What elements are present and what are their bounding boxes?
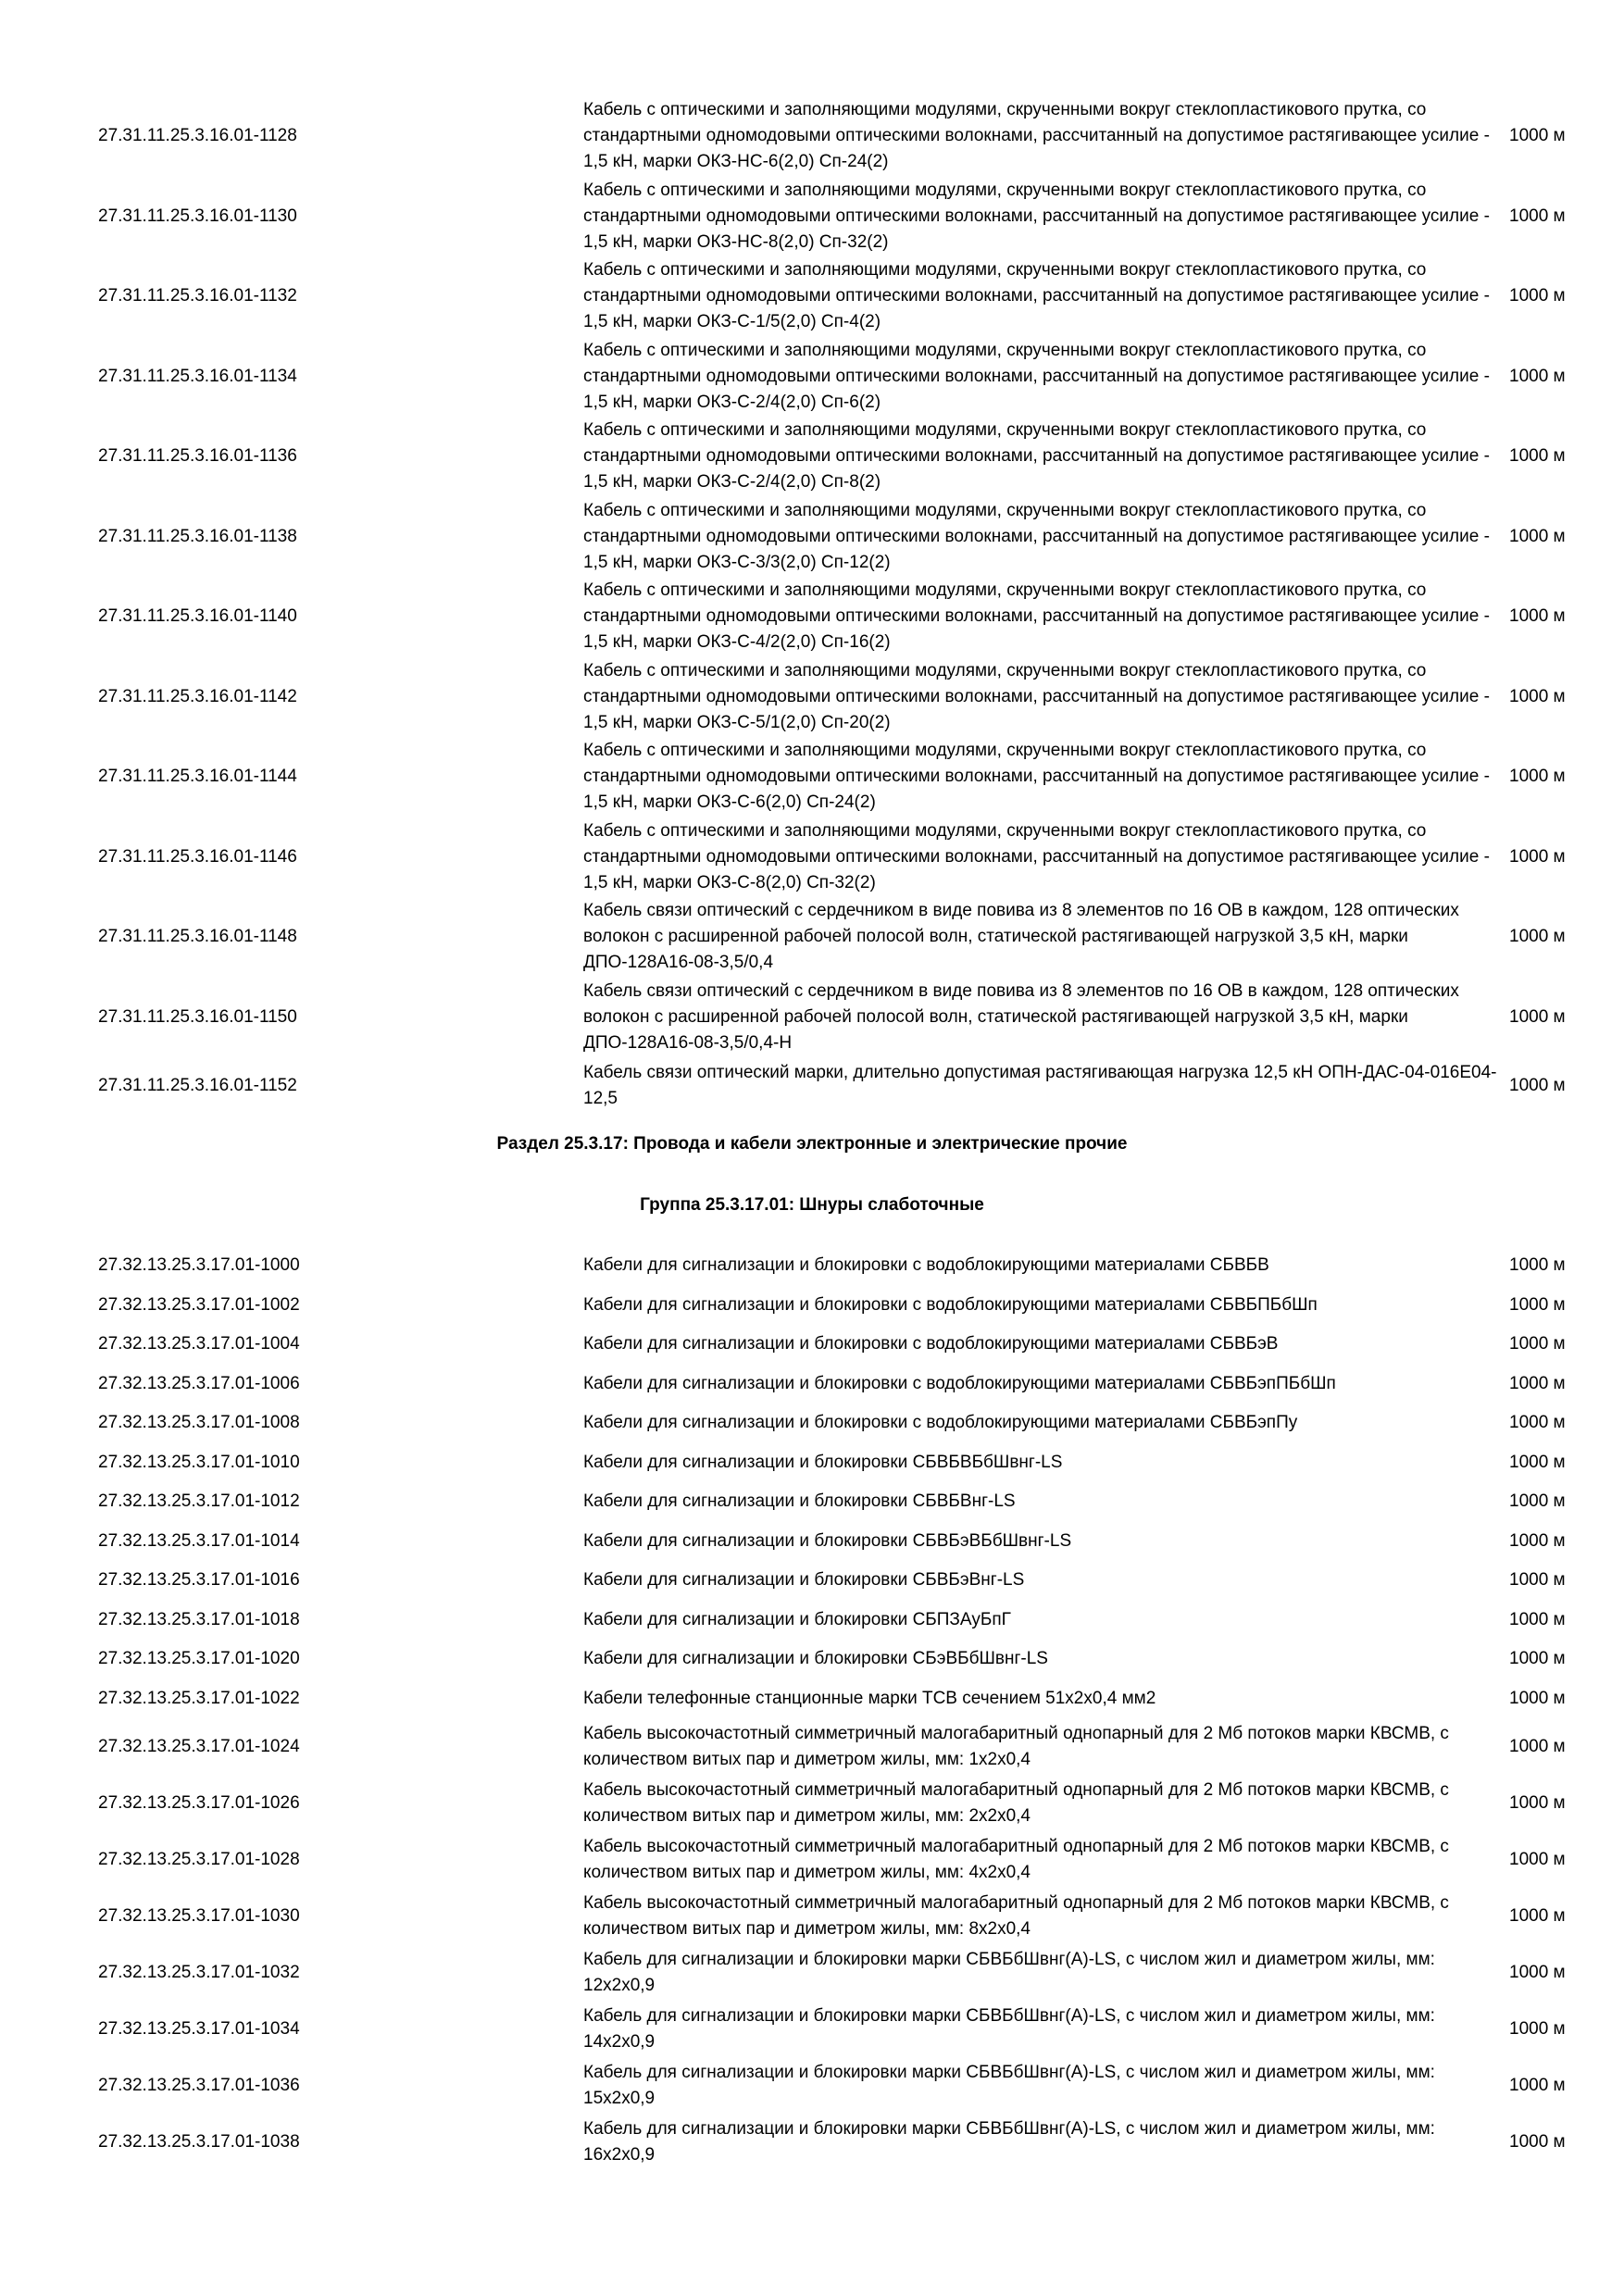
row-description: Кабель связи оптический с сердечником в виде повива из 8 элементов по 16 ОВ в каждом, 128 оптических волокон с расширенной рабочей полосой волн, статической растягивающей нагрузкой 3,5 кН, марки ДПО-128А16-08-3,5/0,4-Н bbox=[583, 980, 1459, 1053]
row-unit: 1000 м bbox=[1509, 2131, 1566, 2152]
row-unit: 1000 м bbox=[1509, 1688, 1566, 1708]
row-code: 27.31.11.25.3.16.01-1142 bbox=[98, 686, 297, 706]
row-description: Кабели для сигнализации и блокировки СБВБэВнг-LS bbox=[583, 1570, 1025, 1591]
row-code: 27.31.11.25.3.16.01-1150 bbox=[98, 1006, 297, 1027]
row-code: 27.32.13.25.3.17.01-1006 bbox=[98, 1373, 300, 1393]
row-code: 27.31.11.25.3.16.01-1136 bbox=[98, 446, 297, 467]
table-row bbox=[0, 1246, 1624, 1286]
row-unit: 1000 м bbox=[1509, 286, 1566, 306]
row-code: 27.32.13.25.3.17.01-1004 bbox=[98, 1334, 300, 1354]
table-row bbox=[0, 1718, 1624, 1775]
row-description: Кабель для сигнализации и блокировки марки СБВБбШвнг(А)-LS, с числом жил и диаметром жилы, мм: 16х2х0,9 bbox=[583, 2118, 1435, 2165]
row-code: 27.32.13.25.3.17.01-1028 bbox=[98, 1849, 300, 1869]
row-description: Кабели для сигнализации и блокировки СБВБВнг-LS bbox=[583, 1491, 1016, 1512]
row-description: Кабель для сигнализации и блокировки марки СБВБбШвнг(А)-LS, с числом жил и диаметром жилы, мм: 14х2х0,9 bbox=[583, 2005, 1435, 2052]
row-description: Кабели для сигнализации и блокировки с водоблокирующими материалами СБВБэпПу bbox=[583, 1413, 1298, 1433]
table-row bbox=[0, 1057, 1624, 1114]
table-row bbox=[0, 2114, 1624, 2170]
row-description: Кабель для сигнализации и блокировки марки СБВБбШвнг(А)-LS, с числом жил и диаметром жилы, мм: 12х2х0,9 bbox=[583, 1949, 1435, 1995]
row-unit: 1000 м bbox=[1509, 767, 1566, 787]
row-code: 27.31.11.25.3.16.01-1138 bbox=[98, 526, 297, 546]
row-code: 27.32.13.25.3.17.01-1002 bbox=[98, 1294, 300, 1315]
row-unit: 1000 м bbox=[1509, 2018, 1566, 2039]
table-row bbox=[0, 497, 1624, 578]
row-description: Кабель с оптическими и заполняющими модулями, скрученными вокруг стеклопластикового прутка, со стандартными одномодовыми оптическими волокнами, рассчитанный на допустимое растягивающее усилие - 1,5 кН, марки ОКЗ-С-3/3(2,0) Сп-12(2) bbox=[583, 500, 1490, 572]
row-unit: 1000 м bbox=[1509, 1413, 1566, 1433]
row-code: 27.31.11.25.3.16.01-1130 bbox=[98, 206, 297, 226]
table-row bbox=[0, 1482, 1624, 1522]
table-row bbox=[0, 417, 1624, 497]
table-row bbox=[0, 737, 1624, 817]
row-unit: 1000 м bbox=[1509, 606, 1566, 627]
row-description: Кабель с оптическими и заполняющими модулями, скрученными вокруг стеклопластикового прутка, со стандартными одномодовыми оптическими волокнами, рассчитанный на допустимое растягивающее усилие - 1,5 кН, марки ОКЗ-С-5/1(2,0) Сп-20(2) bbox=[583, 660, 1490, 732]
group-heading: Группа 25.3.17.01: Шнуры слаботочные bbox=[640, 1195, 984, 1215]
row-unit: 1000 м bbox=[1509, 2075, 1566, 2095]
row-description: Кабель высокочастотный симметричный малогабаритный однопарный для 2 Мб потоков марки КВСМВ, с количеством витых пар и диметром жилы, мм: 4х2х0,4 bbox=[583, 1836, 1449, 1882]
row-code: 27.32.13.25.3.17.01-1016 bbox=[98, 1570, 300, 1591]
row-code: 27.32.13.25.3.17.01-1000 bbox=[98, 1255, 300, 1276]
row-description: Кабель высокочастотный симметричный малогабаритный однопарный для 2 Мб потоков марки КВСМВ, с количеством витых пар и диметром жилы, мм: 2х2х0,4 bbox=[583, 1779, 1449, 1826]
row-unit: 1000 м bbox=[1509, 1075, 1566, 1095]
row-description: Кабель с оптическими и заполняющими модулями, скрученными вокруг стеклопластикового прутка, со стандартными одномодовыми оптическими волокнами, рассчитанный на допустимое растягивающее усилие - 1,5 кН, марки ОКЗ-С-2/4(2,0) Сп-6(2) bbox=[583, 340, 1490, 412]
row-unit: 1000 м bbox=[1509, 1530, 1566, 1551]
table-row bbox=[0, 1775, 1624, 1831]
table-row bbox=[0, 897, 1624, 978]
table-row bbox=[0, 1601, 1624, 1641]
row-code: 27.31.11.25.3.16.01-1140 bbox=[98, 606, 297, 627]
row-unit: 1000 м bbox=[1509, 1849, 1566, 1869]
row-description: Кабели для сигнализации и блокировки с водоблокирующими материалами СБВБэпПБбШп bbox=[583, 1373, 1336, 1393]
table-row bbox=[0, 978, 1624, 1058]
row-code: 27.32.13.25.3.17.01-1038 bbox=[98, 2131, 300, 2152]
row-unit: 1000 м bbox=[1509, 366, 1566, 386]
row-description: Кабель связи оптический марки, длительно допустимая растягивающая нагрузка 12,5 кН ОПН-ДАС-04-016Е04-12,5 bbox=[583, 1062, 1497, 1108]
table-top bbox=[0, 96, 1624, 1114]
row-code: 27.32.13.25.3.17.01-1010 bbox=[98, 1452, 300, 1472]
row-code: 27.32.13.25.3.17.01-1030 bbox=[98, 1905, 300, 1926]
row-unit: 1000 м bbox=[1509, 1006, 1566, 1027]
row-code: 27.32.13.25.3.17.01-1014 bbox=[98, 1530, 300, 1551]
row-description: Кабель высокочастотный симметричный малогабаритный однопарный для 2 Мб потоков марки КВСМВ, с количеством витых пар и диметром жилы, мм: 8х2х0,4 bbox=[583, 1892, 1449, 1939]
table-row bbox=[0, 256, 1624, 337]
table-row bbox=[0, 1888, 1624, 1944]
table-row bbox=[0, 1404, 1624, 1443]
row-unit: 1000 м bbox=[1509, 1452, 1566, 1472]
row-code: 27.31.11.25.3.16.01-1132 bbox=[98, 286, 297, 306]
row-description: Кабель с оптическими и заполняющими модулями, скрученными вокруг стеклопластикового прутка, со стандартными одномодовыми оптическими волокнами, рассчитанный на допустимое растягивающее усилие - 1,5 кН, марки ОКЗ-НС-8(2,0) Сп-32(2) bbox=[583, 180, 1490, 252]
row-description: Кабель высокочастотный симметричный малогабаритный однопарный для 2 Мб потоков марки КВСМВ, с количеством витых пар и диметром жилы, мм: 1х2х0,4 bbox=[583, 1723, 1449, 1769]
row-description: Кабели для сигнализации и блокировки с водоблокирующими материалами СБВБВ bbox=[583, 1255, 1269, 1276]
table-row bbox=[0, 1944, 1624, 2001]
row-unit: 1000 м bbox=[1509, 927, 1566, 947]
row-unit: 1000 м bbox=[1509, 1736, 1566, 1756]
table-row bbox=[0, 2057, 1624, 2114]
row-unit: 1000 м bbox=[1509, 1649, 1566, 1669]
row-code: 27.32.13.25.3.17.01-1036 bbox=[98, 2075, 300, 2095]
table-bottom bbox=[0, 1246, 1624, 2170]
row-unit: 1000 м bbox=[1509, 686, 1566, 706]
table-row bbox=[0, 177, 1624, 257]
table-row bbox=[0, 1443, 1624, 1483]
row-code: 27.32.13.25.3.17.01-1008 bbox=[98, 1413, 300, 1433]
table-row bbox=[0, 1679, 1624, 1719]
table-row bbox=[0, 1831, 1624, 1888]
row-description: Кабели для сигнализации и блокировки с водоблокирующими материалами СБВБэВ bbox=[583, 1334, 1279, 1354]
row-unit: 1000 м bbox=[1509, 1491, 1566, 1512]
row-description: Кабель с оптическими и заполняющими модулями, скрученными вокруг стеклопластикового прутка, со стандартными одномодовыми оптическими волокнами, рассчитанный на допустимое растягивающее усилие - 1,5 кН, марки ОКЗ-С-1/5(2,0) Сп-4(2) bbox=[583, 260, 1490, 332]
row-unit: 1000 м bbox=[1509, 1609, 1566, 1629]
row-code: 27.31.11.25.3.16.01-1146 bbox=[98, 846, 297, 867]
row-description: Кабель с оптическими и заполняющими модулями, скрученными вокруг стеклопластикового прутка, со стандартными одномодовыми оптическими волокнами, рассчитанный на допустимое растягивающее усилие - 1,5 кН, марки ОКЗ-С-4/2(2,0) Сп-16(2) bbox=[583, 580, 1490, 653]
table-row bbox=[0, 1561, 1624, 1601]
row-code: 27.32.13.25.3.17.01-1032 bbox=[98, 1962, 300, 1982]
table-row bbox=[0, 817, 1624, 898]
table-row bbox=[0, 1640, 1624, 1679]
row-unit: 1000 м bbox=[1509, 1255, 1566, 1276]
table-row bbox=[0, 1286, 1624, 1326]
row-description: Кабель с оптическими и заполняющими модулями, скрученными вокруг стеклопластикового прутка, со стандартными одномодовыми оптическими волокнами, рассчитанный на допустимое растягивающее усилие - 1,5 кН, марки ОКЗ-С-6(2,0) Сп-24(2) bbox=[583, 741, 1490, 813]
table-row bbox=[0, 657, 1624, 738]
row-description: Кабели телефонные станционные марки ТСВ сечением 51х2х0,4 мм2 bbox=[583, 1688, 1156, 1708]
row-unit: 1000 м bbox=[1509, 846, 1566, 867]
row-code: 27.32.13.25.3.17.01-1012 bbox=[98, 1491, 300, 1512]
row-code: 27.32.13.25.3.17.01-1026 bbox=[98, 1792, 300, 1813]
row-unit: 1000 м bbox=[1509, 1570, 1566, 1591]
row-code: 27.31.11.25.3.16.01-1128 bbox=[98, 126, 297, 146]
row-code: 27.32.13.25.3.17.01-1022 bbox=[98, 1688, 300, 1708]
row-description: Кабель с оптическими и заполняющими модулями, скрученными вокруг стеклопластикового прутка, со стандартными одномодовыми оптическими волокнами, рассчитанный на допустимое растягивающее усилие - 1,5 кН, марки ОКЗ-НС-6(2,0) Сп-24(2) bbox=[583, 100, 1490, 172]
row-code: 27.32.13.25.3.17.01-1020 bbox=[98, 1649, 300, 1669]
row-code: 27.31.11.25.3.16.01-1144 bbox=[98, 767, 297, 787]
table-row bbox=[0, 96, 1624, 177]
table-row bbox=[0, 1365, 1624, 1404]
row-description: Кабели для сигнализации и блокировки СБВБэВБбШвнг-LS bbox=[583, 1530, 1072, 1551]
table-row bbox=[0, 1325, 1624, 1365]
row-description: Кабель с оптическими и заполняющими модулями, скрученными вокруг стеклопластикового прутка, со стандартными одномодовыми оптическими волокнами, рассчитанный на допустимое растягивающее усилие - 1,5 кН, марки ОКЗ-С-2/4(2,0) Сп-8(2) bbox=[583, 420, 1490, 493]
row-code: 27.31.11.25.3.16.01-1148 bbox=[98, 927, 297, 947]
table-row bbox=[0, 337, 1624, 418]
row-description: Кабели для сигнализации и блокировки СБВБВБбШвнг-LS bbox=[583, 1452, 1063, 1472]
row-unit: 1000 м bbox=[1509, 526, 1566, 546]
row-unit: 1000 м bbox=[1509, 1905, 1566, 1926]
row-unit: 1000 м bbox=[1509, 1792, 1566, 1813]
row-description: Кабели для сигнализации и блокировки СБэВБбШвнг-LS bbox=[583, 1649, 1048, 1669]
row-description: Кабели для сигнализации и блокировки с водоблокирующими материалами СБВБПБбШп bbox=[583, 1294, 1318, 1315]
row-description: Кабель для сигнализации и блокировки марки СБВБбШвнг(А)-LS, с числом жил и диаметром жилы, мм: 15х2х0,9 bbox=[583, 2062, 1435, 2108]
row-code: 27.31.11.25.3.16.01-1134 bbox=[98, 366, 297, 386]
row-code: 27.31.11.25.3.16.01-1152 bbox=[98, 1075, 297, 1095]
row-code: 27.32.13.25.3.17.01-1034 bbox=[98, 2018, 300, 2039]
row-code: 27.32.13.25.3.17.01-1018 bbox=[98, 1609, 300, 1629]
table-row bbox=[0, 577, 1624, 657]
row-description: Кабель связи оптический с сердечником в виде повива из 8 элементов по 16 ОВ в каждом, 128 оптических волокон с расширенной рабочей полосой волн, статической растягивающей нагрузкой 3,5 кН, марки ДПО-128А16-08-3,5/0,4 bbox=[583, 901, 1459, 973]
row-unit: 1000 м bbox=[1509, 206, 1566, 226]
row-description: Кабели для сигнализации и блокировки СБПЗАуБпГ bbox=[583, 1609, 1011, 1629]
row-unit: 1000 м bbox=[1509, 1334, 1566, 1354]
row-code: 27.32.13.25.3.17.01-1024 bbox=[98, 1736, 300, 1756]
row-unit: 1000 м bbox=[1509, 126, 1566, 146]
row-unit: 1000 м bbox=[1509, 1373, 1566, 1393]
table-row bbox=[0, 1522, 1624, 1562]
table-row bbox=[0, 2001, 1624, 2057]
row-unit: 1000 м bbox=[1509, 1962, 1566, 1982]
row-description: Кабель с оптическими и заполняющими модулями, скрученными вокруг стеклопластикового прутка, со стандартными одномодовыми оптическими волокнами, рассчитанный на допустимое растягивающее усилие - 1,5 кН, марки ОКЗ-С-8(2,0) Сп-32(2) bbox=[583, 820, 1490, 892]
row-unit: 1000 м bbox=[1509, 446, 1566, 467]
section-heading: Раздел 25.3.17: Провода и кабели электронные и электрические прочие bbox=[496, 1134, 1128, 1154]
row-unit: 1000 м bbox=[1509, 1294, 1566, 1315]
